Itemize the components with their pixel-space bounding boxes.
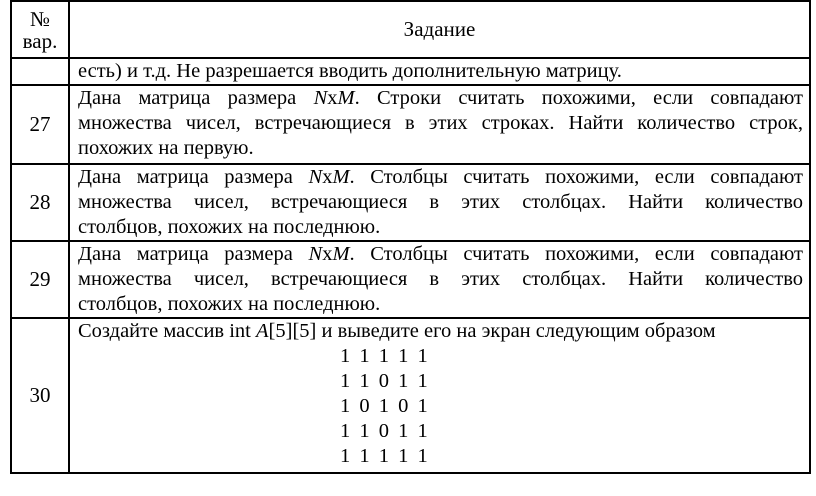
variant-number: 28 — [11, 164, 69, 241]
var-m: M — [332, 243, 350, 265]
header-num-word: вар. — [22, 28, 58, 53]
table-row — [11, 241, 810, 318]
variant-number: 30 — [11, 318, 69, 473]
task-text-fragment: Дана матрица размера — [78, 87, 314, 109]
task-line: столбцов, похожих на последнюю. — [78, 293, 381, 315]
task-line — [78, 86, 803, 111]
task-text — [69, 241, 810, 318]
times-sign: x — [322, 243, 333, 265]
var-m: M — [337, 87, 355, 109]
table-row — [11, 318, 810, 473]
table-row — [11, 58, 810, 85]
variant-number-header — [11, 1, 69, 58]
var-a: A — [256, 320, 269, 342]
variant-number: 29 — [11, 241, 69, 318]
var-m: M — [332, 166, 350, 188]
table-row — [11, 85, 810, 164]
task-text-fragment: . Столбцы считать похожими, если совпадают — [349, 243, 803, 265]
task-line: множества чисел, встречающиеся в этих столбцах. Найти количество — [78, 268, 803, 290]
matrix-row: 1 1 0 1 1 — [340, 420, 430, 442]
task-line — [78, 242, 803, 267]
table-header-row — [11, 1, 810, 58]
task-table — [10, 0, 811, 474]
matrix-row: 1 1 0 1 1 — [340, 370, 430, 392]
task-header: Задание — [69, 1, 810, 58]
var-n: N — [308, 243, 323, 265]
table-row — [11, 164, 810, 241]
var-n: N — [313, 87, 328, 109]
matrix-row: 1 1 1 1 1 — [340, 445, 430, 467]
task-text — [69, 164, 810, 241]
matrix-row: 1 0 1 0 1 — [340, 395, 430, 417]
task-text — [69, 318, 810, 473]
task-line: столбцов, похожих на последнюю. — [78, 216, 381, 238]
task-line — [78, 319, 803, 344]
matrix-row: 1 1 1 1 1 — [340, 345, 430, 367]
task-text — [69, 85, 810, 164]
times-sign: x — [327, 87, 338, 109]
task-text-fragment: Дана матрица размера — [78, 243, 309, 265]
task-line: похожих на первую. — [78, 137, 254, 159]
header-num-symbol: № — [29, 6, 51, 31]
task-line: множества чисел, встречающиеся в этих столбцах. Найти количество — [78, 191, 803, 213]
variant-number: 27 — [11, 85, 69, 164]
variant-number-empty — [11, 58, 69, 85]
task-text-fragment: . Строки считать похожими, если совпадают — [354, 87, 803, 109]
continuation-text: есть) и т.д. Не разрешается вводить дополнительную матрицу. — [78, 60, 622, 82]
task-continuation — [69, 58, 810, 85]
task-line: множества чисел, встречающиеся в этих строках. Найти количество строк, — [78, 112, 803, 134]
task-text-fragment: . Столбцы считать похожими, если совпадают — [349, 166, 803, 188]
task-text-fragment: Создайте массив int — [78, 320, 257, 342]
task-text-fragment: [5][5] и выведите его на экран следующим образом — [268, 320, 716, 342]
times-sign: x — [322, 166, 333, 188]
var-n: N — [308, 166, 323, 188]
task-text-fragment: Дана матрица размера — [78, 166, 309, 188]
task-line — [78, 165, 803, 190]
